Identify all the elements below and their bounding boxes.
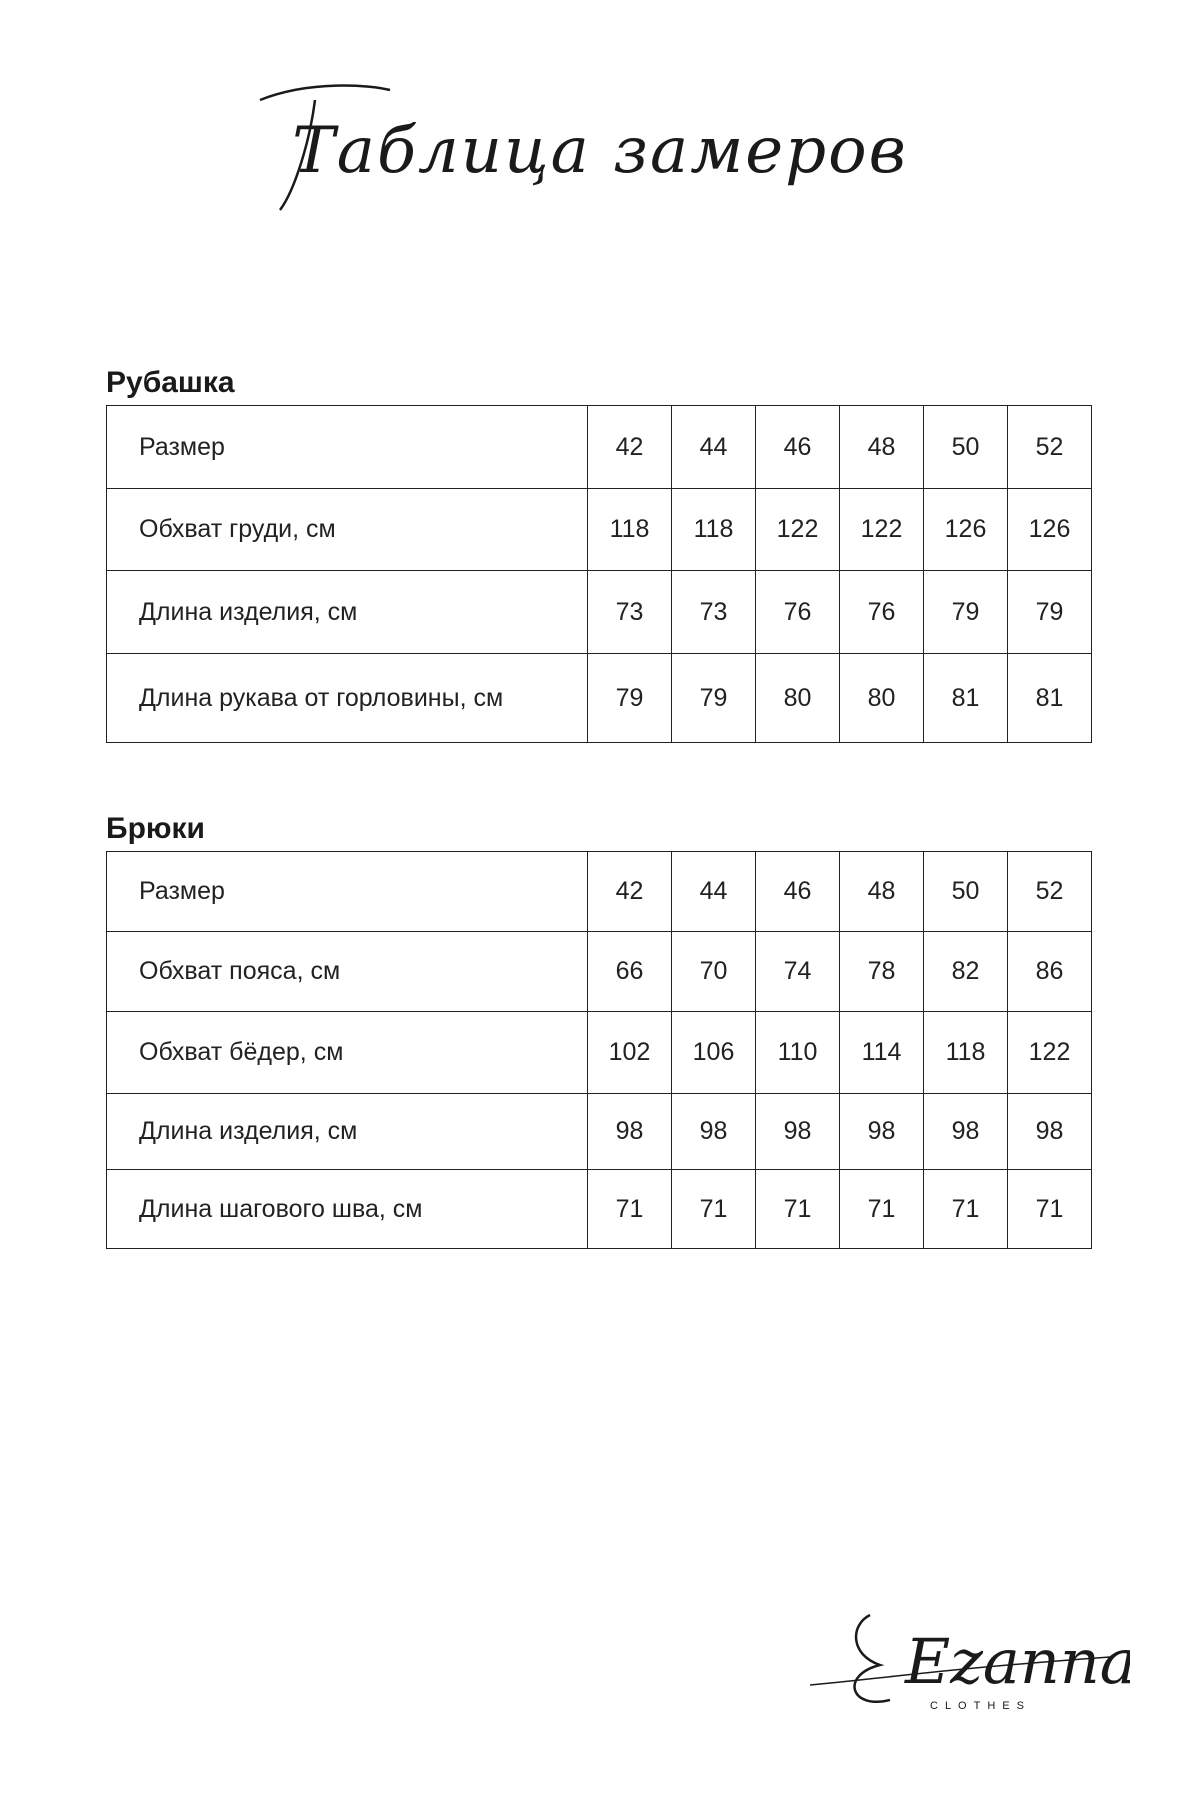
cell-value: 79	[924, 571, 1008, 654]
cell-value: 122	[756, 489, 840, 571]
cell-value: 80	[756, 654, 840, 743]
cell-value: 44	[672, 852, 756, 932]
cell-value: 52	[1008, 852, 1092, 932]
cell-value: 71	[672, 1170, 756, 1249]
cell-value: 98	[1008, 1094, 1092, 1170]
cell-value: 122	[1008, 1012, 1092, 1094]
table-row	[107, 654, 1092, 743]
shirt-heading: Рубашка	[106, 366, 235, 399]
cell-value: 98	[924, 1094, 1008, 1170]
cell-value: 98	[588, 1094, 672, 1170]
cell-value: 46	[756, 852, 840, 932]
cell-value: 71	[840, 1170, 924, 1249]
cell-value: 81	[924, 654, 1008, 743]
cell-value: 118	[588, 489, 672, 571]
cell-value: 48	[840, 852, 924, 932]
title-text: Таблица замеров	[292, 114, 908, 188]
title-script	[220, 60, 980, 230]
cell-value: 78	[840, 932, 924, 1012]
cell-value: 71	[1008, 1170, 1092, 1249]
cell-value: 81	[1008, 654, 1092, 743]
table-row	[107, 1094, 1092, 1170]
row-label: Размер	[107, 852, 588, 932]
cell-value: 71	[756, 1170, 840, 1249]
cell-value: 74	[756, 932, 840, 1012]
cell-value: 50	[924, 406, 1008, 489]
cell-value: 71	[588, 1170, 672, 1249]
table-row	[107, 932, 1092, 1012]
brand-logo-mark	[810, 1595, 1130, 1715]
row-label: Длина изделия, см	[107, 571, 588, 654]
cell-value: 76	[840, 571, 924, 654]
cell-value: 82	[924, 932, 1008, 1012]
cell-value: 71	[924, 1170, 1008, 1249]
brand-tagline: CLOTHES	[930, 1700, 1031, 1712]
cell-value: 70	[672, 932, 756, 1012]
cell-value: 98	[840, 1094, 924, 1170]
cell-value: 80	[840, 654, 924, 743]
brand-logo	[810, 1595, 1130, 1715]
cell-value: 48	[840, 406, 924, 489]
cell-value: 73	[672, 571, 756, 654]
cell-value: 122	[840, 489, 924, 571]
cell-value: 44	[672, 406, 756, 489]
row-label: Размер	[107, 406, 588, 489]
cell-value: 98	[672, 1094, 756, 1170]
row-label: Обхват бёдер, см	[107, 1012, 588, 1094]
row-label: Обхват груди, см	[107, 489, 588, 571]
row-label: Длина рукава от горловины, см	[107, 654, 588, 743]
cell-value: 76	[756, 571, 840, 654]
row-label: Длина изделия, см	[107, 1094, 588, 1170]
cell-value: 102	[588, 1012, 672, 1094]
trousers-size-table	[106, 851, 1092, 1249]
shirt-size-table	[106, 405, 1092, 743]
cell-value: 126	[924, 489, 1008, 571]
cell-value: 79	[588, 654, 672, 743]
cell-value: 73	[588, 571, 672, 654]
cell-value: 86	[1008, 932, 1092, 1012]
page-title	[0, 60, 1200, 230]
row-label: Обхват пояса, см	[107, 932, 588, 1012]
brand-name: Ezanna	[905, 1625, 1130, 1698]
table-row	[107, 852, 1092, 932]
cell-value: 46	[756, 406, 840, 489]
cell-value: 106	[672, 1012, 756, 1094]
cell-value: 52	[1008, 406, 1092, 489]
table-row	[107, 1170, 1092, 1249]
cell-value: 126	[1008, 489, 1092, 571]
cell-value: 42	[588, 852, 672, 932]
cell-value: 110	[756, 1012, 840, 1094]
cell-value: 118	[924, 1012, 1008, 1094]
cell-value: 42	[588, 406, 672, 489]
trousers-heading: Брюки	[106, 812, 205, 845]
cell-value: 79	[672, 654, 756, 743]
cell-value: 114	[840, 1012, 924, 1094]
row-label: Длина шагового шва, см	[107, 1170, 588, 1249]
cell-value: 98	[756, 1094, 840, 1170]
cell-value: 79	[1008, 571, 1092, 654]
table-row	[107, 489, 1092, 571]
table-row	[107, 406, 1092, 489]
cell-value: 118	[672, 489, 756, 571]
cell-value: 50	[924, 852, 1008, 932]
table-row	[107, 1012, 1092, 1094]
cell-value: 66	[588, 932, 672, 1012]
table-row	[107, 571, 1092, 654]
